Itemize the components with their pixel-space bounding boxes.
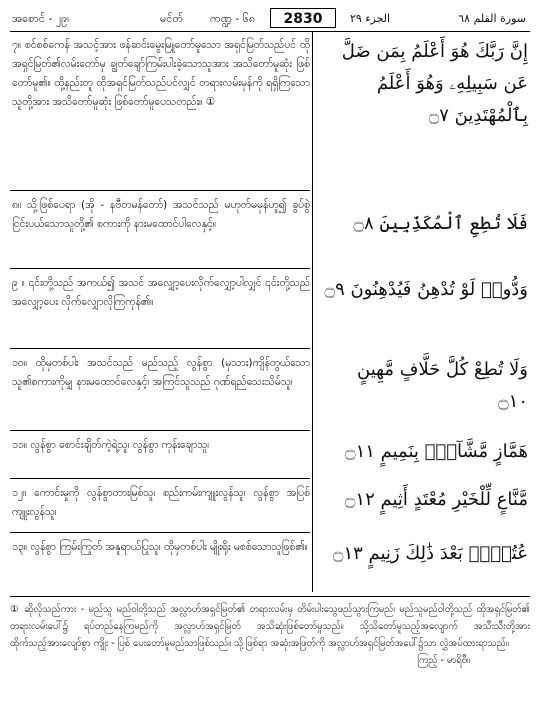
verse-separator	[10, 348, 310, 349]
translation-text: ၇။ စင်စစ်ကေန် အသင့်အား ဖန်ဆင်းမွေးမြူတော်မူသော အရှင်မြတ်သည်ပင် ထိုအရှင်မြတ်၏လမ်းတော်မှ ချွတ်ချော်ကြမ်းပါးခဲ့သောသူအား အသိတော်မူဆုံး ဖြစ်တော်မူ၏။ ထို့နည်းတူ ထိုအရှင်မြတ်သည်ပင်လျှင် တရားလမ်းမှန်ကို ရရှိကြသောသူတို့အား အသိတော်မူဆုံး ဖြစ်တော်မူပေသတည်း။ ①	[12, 39, 310, 108]
verse-row-11	[10, 436, 530, 480]
arabic-verse: وَلَا تُطِعْ كُلَّ حَلَّافٍ مَّهِينٍ ۝١٠	[357, 359, 528, 412]
verse-row-10	[10, 354, 530, 434]
translation-text: ၁၀။ ထိုမှတစ်ပါး အသင်သည် မည်သည့် လွန်စွာ (မှသား)ကျိန်တွယ်သောသူ၏စကားကိုမျှ နားမထောင်လေနှင့်၊ အကြင်သူသည် ဂုဏ်ရည်သေးသိမ်သူ၊	[12, 357, 310, 388]
arabic-verse: هَمَّازٍ مَّشَّآءٍۭ بِنَمِيمٍ ۝١١	[345, 441, 528, 462]
footnote	[10, 596, 530, 669]
verse-separator	[10, 430, 310, 431]
arabic-verse: إِنَّ رَبَّكَ هُوَ أَعْلَمُ بِمَن ضَلَّ عَن سَبِيلِهِۦ وَهُوَ أَعْلَمُ بِٱلْمُهْتَدِينَ ۝٧	[341, 41, 528, 126]
verse-row-13	[10, 538, 530, 588]
header-juz: الجزء ٢٩	[350, 12, 391, 25]
verse-separator	[10, 190, 310, 191]
arabic-verse: وَدُّوا۟ لَوْ تُدْهِنُ فَيُدْهِنُونَ ۝٩	[324, 279, 528, 300]
verse-separator	[10, 478, 310, 479]
verse-row-12	[10, 484, 530, 528]
header-volume: အစောင် - ၂၉၊	[12, 12, 70, 25]
verse-row-7	[10, 36, 530, 196]
verse-row-8	[10, 196, 530, 268]
arabic-verse: عُتُلٍّۭ بَعْدَ ذَٰلِكَ زَنِيمٍ ۝١٣	[332, 543, 528, 564]
header-section: ကဏ္ဍ - ၆၈	[210, 12, 256, 25]
main-content	[10, 32, 530, 592]
header-label: မင်တ်	[160, 12, 184, 25]
verse-row-9	[10, 274, 530, 354]
translation-text: ၁၃။ လွန်စွာ ကြမ်းကြုတ် အနူရာယ်ပြုသူ၊ ထိုမှတစ်ပါး မျိုးရိုး မစစ်သောသူဖြစ်၏။	[12, 541, 308, 553]
translation-text: ၁၁။ လွန်စွာ စောင်းချိတ်ကဲ့ရဲ့သူ၊ လွန်စွာ ကုန်းချောသူ၊	[12, 439, 210, 451]
translation-text: ၈။ သို့ဖြစ်ပေရာ (အို - နဗီတမန်တော်) အသင်သည် မဟုတ်မမှန်ဟူ၍ ခွပ်စွဲငြင်းပယ်သောသူတို့၏ စကားကို နားမထောင်ပါလေနှင့်။	[12, 199, 310, 230]
footnote-reference: ကြည့် - မာရိဗီ။	[417, 655, 470, 666]
footnote-text: ① ဆိုလိုသည်ကား - မည်သူ မည်ဝါတို့သည် အလ္လာဟ်အရှင်မြတ်၏ တရားလမ်းမှ တိမ်းပါးသွေဖည်သွားကြမည်၊ မည်သူမည်ဝါတို့သည် ထိုအရှင်မြတ်၏ တရားလမ်းပေါ်၌ ရပ်တည်နေကြမည်ကို အလ္လာဟ်အရှင်မြတ် အသိဆုံးဖြစ်တော်မူသည်။ သို့သိတော်မူသည့်အလျောက် အသီးသီးတို့အား ထိုက်သည့်အားလျော်စွာ ကျိုး - ပြစ် ပေးတော်မူမည်သာဖြစ်သည်။ သို့ဖြစ်ရာ အဆုံးအဖြတ်ကို အလ္လာဟ်အရှင်မြတ်အပေါ်၌သာ လွှဲအပ်ထားရာသည်။	[10, 604, 530, 649]
arabic-verse: فَلَا تُطِعِ ٱلْمُكَذِّبِينَ ۝٨	[353, 213, 528, 234]
translation-text: ၁၂။ ကောင်းမှုကို လွန်စွာတားမြစ်သူ၊ စည်းကမ်းကျူးလွန်သူ၊ လွန်စွာ အပြစ်ကျူးလွန်သူ၊	[12, 487, 310, 518]
page-number: 2830	[270, 8, 336, 28]
translation-text: ၉ ။ ၎င်းတို့သည် အကယ်၍ အသင် အလျှော့ပေးလိုက်လျှော့ပါလျှင် ၎င်းတို့သည် အလျှော့ပေး လိုက်လျှောလိုကြကုန်၏။	[12, 277, 310, 308]
header-surah: سورة القلم ٦٨	[458, 12, 526, 25]
arabic-verse: مَّنَّاعٍ لِّلْخَيْرِ مُعْتَدٍ أَثِيمٍ ۝١٢	[344, 489, 528, 510]
page-header	[10, 8, 530, 32]
verse-separator	[10, 532, 310, 533]
verse-separator	[10, 268, 310, 269]
